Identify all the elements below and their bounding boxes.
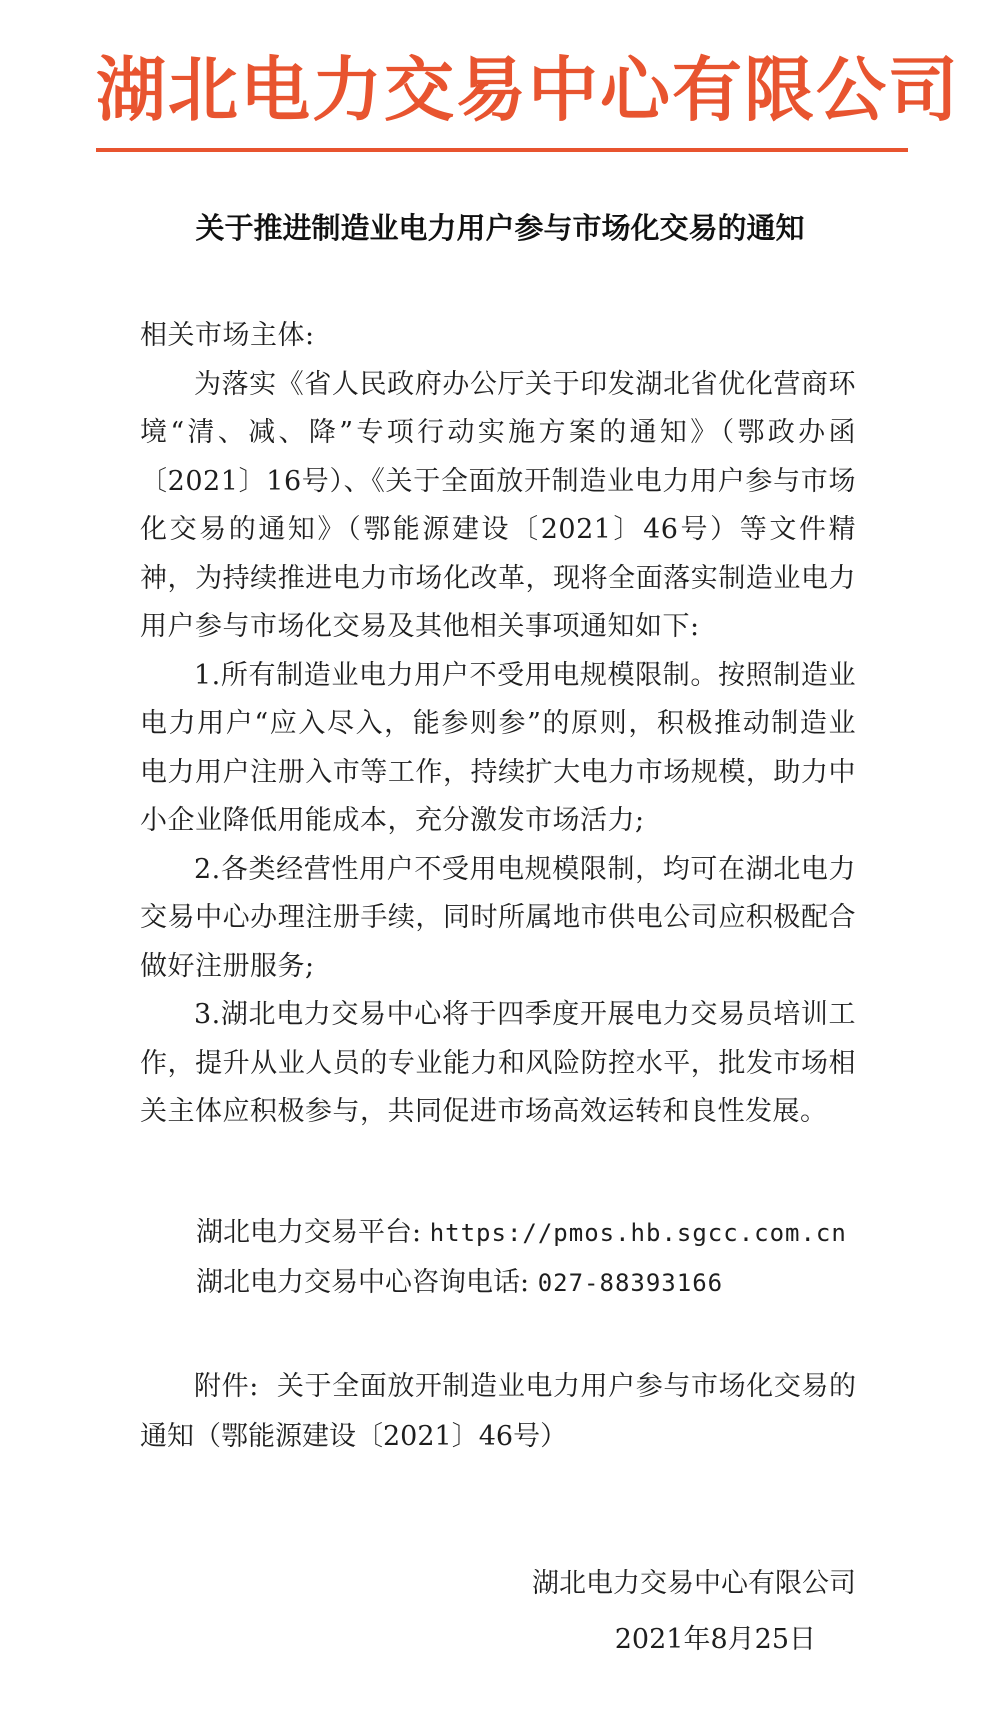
body-paragraph-item-3: 3.湖北电力交易中心将于四季度开展电力交易员培训工作，提升从业人员的专业能力和风险防控水平，批发市场相关主体应积极参与，共同促进市场高效运转和良性发展。	[140, 999, 856, 1127]
notice-body	[140, 312, 856, 1137]
contact-info	[196, 1208, 896, 1308]
body-paragraph-intro: 为落实《省人民政府办公厅关于印发湖北省优化营商环境“清、减、降”专项行动实施方案的通知》（鄂政办函〔2021〕16号）、《关于全面放开制造业电力用户参与市场化交易的通知》（鄂能源建设〔2021〕46号）等文件精神，为持续推进电力市场化改革，现将全面落实制造业电力用户参与市场化交易及其他相关事项通知如下:	[140, 368, 856, 642]
notice-title: 关于推进制造业电力用户参与市场化交易的通知	[195, 211, 805, 245]
platform-label: 湖北电力交易平台:	[196, 1217, 422, 1248]
phone-number: 027-88393166	[537, 1269, 724, 1297]
attachment-line	[140, 1362, 856, 1462]
body-paragraph-item-1: 1.所有制造业电力用户不受用电规模限制。按照制造业电力用户“应入尽入，能参则参”的原则，积极推动制造业电力用户注册入市等工作，持续扩大电力市场规模，助力中小企业降低用能成本，充分激发市场活力;	[140, 659, 856, 836]
attachment-note	[140, 1362, 856, 1462]
salutation: 相关市场主体:	[140, 320, 315, 351]
letterhead-divider	[96, 148, 908, 152]
signature-block	[500, 1556, 856, 1668]
signature-org: 湖北电力交易中心有限公司	[532, 1568, 856, 1599]
phone-label: 湖北电力交易中心咨询电话:	[196, 1267, 530, 1298]
platform-line	[196, 1208, 896, 1258]
body-paragraph-item-2: 2.各类经营性用户不受用电规模限制，均可在湖北电力交易中心办理注册手续，同时所属地市供电公司应积极配合做好注册服务;	[140, 853, 856, 982]
attachment-label: 附件:	[194, 1371, 259, 1402]
signature-date: 2021年8月25日	[614, 1624, 816, 1655]
letterhead-title: 湖北电力交易中心有限公司	[96, 49, 960, 131]
phone-line	[196, 1258, 896, 1308]
platform-url: https://pmos.hb.sgcc.com.cn	[429, 1219, 847, 1247]
attachment-text: 关于全面放开制造业电力用户参与市场化交易的通知（鄂能源建设〔2021〕46号）	[140, 1371, 856, 1452]
